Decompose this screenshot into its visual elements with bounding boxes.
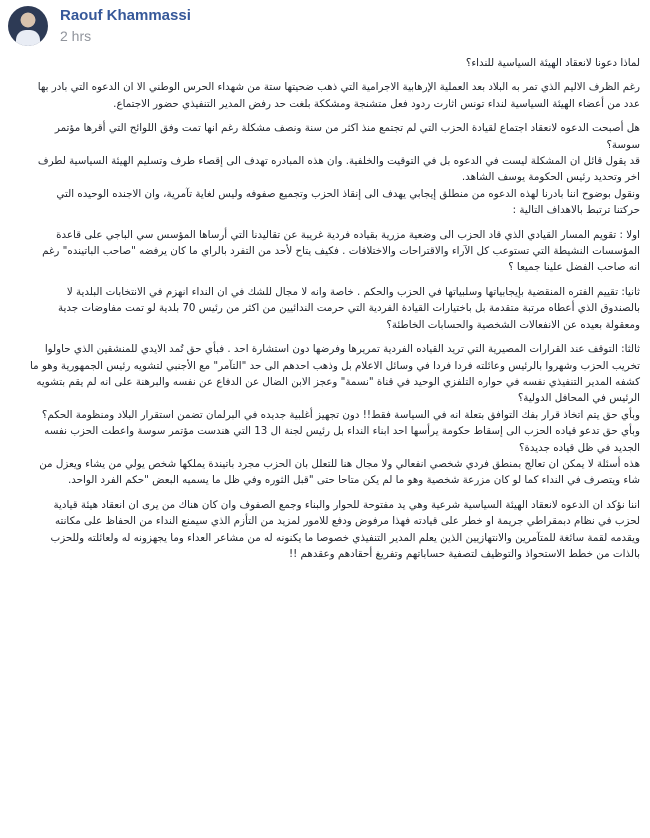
paragraph-2: هل أصبحت الدعوه لانعقاد اجتماع لقيادة الحزب التي لم تجتمع منذ اكثر من سنة ونصف مشكلة رغم انها تمت وفق اللوائح التي أقرها مؤتمر سوسة؟: [54, 122, 640, 151]
paragraph-11: اننا نؤكد ان الدعوه لانعقاد الهيئة السياسية شرعية وهي يد مفتوحة للحوار والبناء وجمع الصفوف وان كان هناك من يرى ان انعقاد هيئة قيادية لحزب في نظام دبمقراطي جريمة او خطر على قيادته فهذا مرفوض ودفع للامور لمزيد من التأزم الذي سيمنع النداء من الحفاظ على مكانته ويقدمه لقمة سائغة للمتآمرين والانتهازيين الذين يعلم المدير التنفيذي خصوصا ما يكنونه له من مشاعر العداء وما يجهزونه له ولعائلته وللحزب بالذات من خطط الاستحواذ والتوظيف لتصفية حساباتهم وتفريغ أحقادهم وعقدهم !!: [50, 498, 640, 560]
post-body: [28, 55, 640, 570]
author-avatar[interactable]: [8, 6, 48, 46]
paragraph-8: وبأي حق يتم اتخاذ قرار بفك التوافق بتعلة انه في السياسة فقط!! دون تجهيز أغلبية جديده في البرلمان تضمن استقرار البلاد ومنظومة الحكم؟: [41, 408, 640, 421]
paragraph-6: ثانيا: تقييم الفتره المنقضية بإيجابياتها وسلبياتها في الحزب والحكم . خاصة وانه لا مجال للشك في ان النداء انهزم في الانتخابات البلدية لا بالصندوق الذي أعطاه مرتبة متقدمة بل باختيارات القيادة الفردية التي حرمت الندائيين من اكثر من رئيس 70 بلدية لو تمت مفاوضات جدية ومعقولة بعيده عن الانفعالات الشخصية والحسابات الخاطئة؟: [57, 285, 640, 331]
post-title: لماذا دعونا لانعقاد الهيئة السياسية للنداء؟: [465, 57, 640, 69]
paragraph-3: قد يقول قائل ان المشكلة ليست في الدعوه بل في التوقيت والخلفية. وان هذه المبادره تهدف الى إقصاء طرف وتسليم الهيئة السياسية لطرف اخر وتحديد رئيس الحكومة يوسف الشاهد.: [37, 155, 640, 184]
paragraph-4: ونقول بوضوح اننا بادرنا لهذه الدعوه من منطلق إيجابي يهدف الى إنقاذ الحزب وتجميع صفوفه وليس لغاية تآمرية، وان الاجنده الوحيده التي حركتنا ترتبط بالاهداف التالية :: [56, 187, 640, 217]
paragraph-5: اولا : تقويم المسار القيادي الذي قاد الحزب الى وضعية مزرية بقياده فردية غريبة عن تقاليدنا التي أرساها المؤسس سي الباجي على قاعدة المؤسسات النشيطة التي تستوعب كل الآراء والاقتراحات والاختلافات . فكيف يتاح لأحد من التفرد بالراي ما كان يرفضه "صاحب الباتينده" رغم انه صاحب الفضل علينا جميعا ؟: [42, 228, 640, 274]
paragraph-7: ثالثا: التوقف عند القرارات المصيرية التي تريد القياده الفردية تمريرها وفرضها دون استشارة احد . فبأي حق تُمد الايدي للمنشقين الذي حاولوا تخريب الحزب وشهروا بالرئيس وعائلته فردا فردا في وسائل الاعلام بل وذهب احدهم الى حد "التآمر" مع الأجنبي لتشويه رئيس الجمهورية وهو ما كشفه المدير التنفيذي نفسه في حواره التلفزي الوحيد في قناة "نسمة" وعجز الابن الضال عن الدفاع عن نفسه والبرهنة على انه لم يقم بتشويه الرئيس في المحافل الدولية؟: [30, 343, 640, 405]
paragraph-10: هذه أسئلة لا يمكن ان تعالج بمنطق فردي شخصي انفعالي ولا مجال هنا للتعلل بان الحزب مجرد باتيندة يملكها شخص يولي من يشاء ويعزل من شاء ويتصرف في النداء كما لو كان مزرعة شخصية وهو ما لم يكن متاحا حتى "قبل الثوره وفي ظل ما يسميه البعض "حكم الفرد الواحد.: [39, 457, 640, 487]
author-name-link[interactable]: Raouf Khammassi: [60, 7, 191, 24]
paragraph-1: رغم الظرف الاليم الذي تمر به البلاد بعد العملية الإرهابية الاجرامية التي ذهب ضحيتها ستة من شهداء الحرس الوطني الا ان الدعوه التي بادر بها عدد من أعضاء الهيئة السياسية لنداء تونس اثارت ردود فعل متشنجة ومشككة بلغت حد رفض المدير التنفيذي حضور الاجتماع.: [37, 81, 640, 110]
paragraph-9: وبأي حق تدعو قياده الحزب الى إسقاط حكومة يرأسها احد ابناء النداء بل رئيس لجنة ال 13 التي هندست مؤتمر سوسة واعطت الحزب نفسه الجديد في ظل قياده جديدة؟: [44, 425, 640, 454]
post-timestamp-link[interactable]: 2 hrs: [60, 28, 92, 44]
